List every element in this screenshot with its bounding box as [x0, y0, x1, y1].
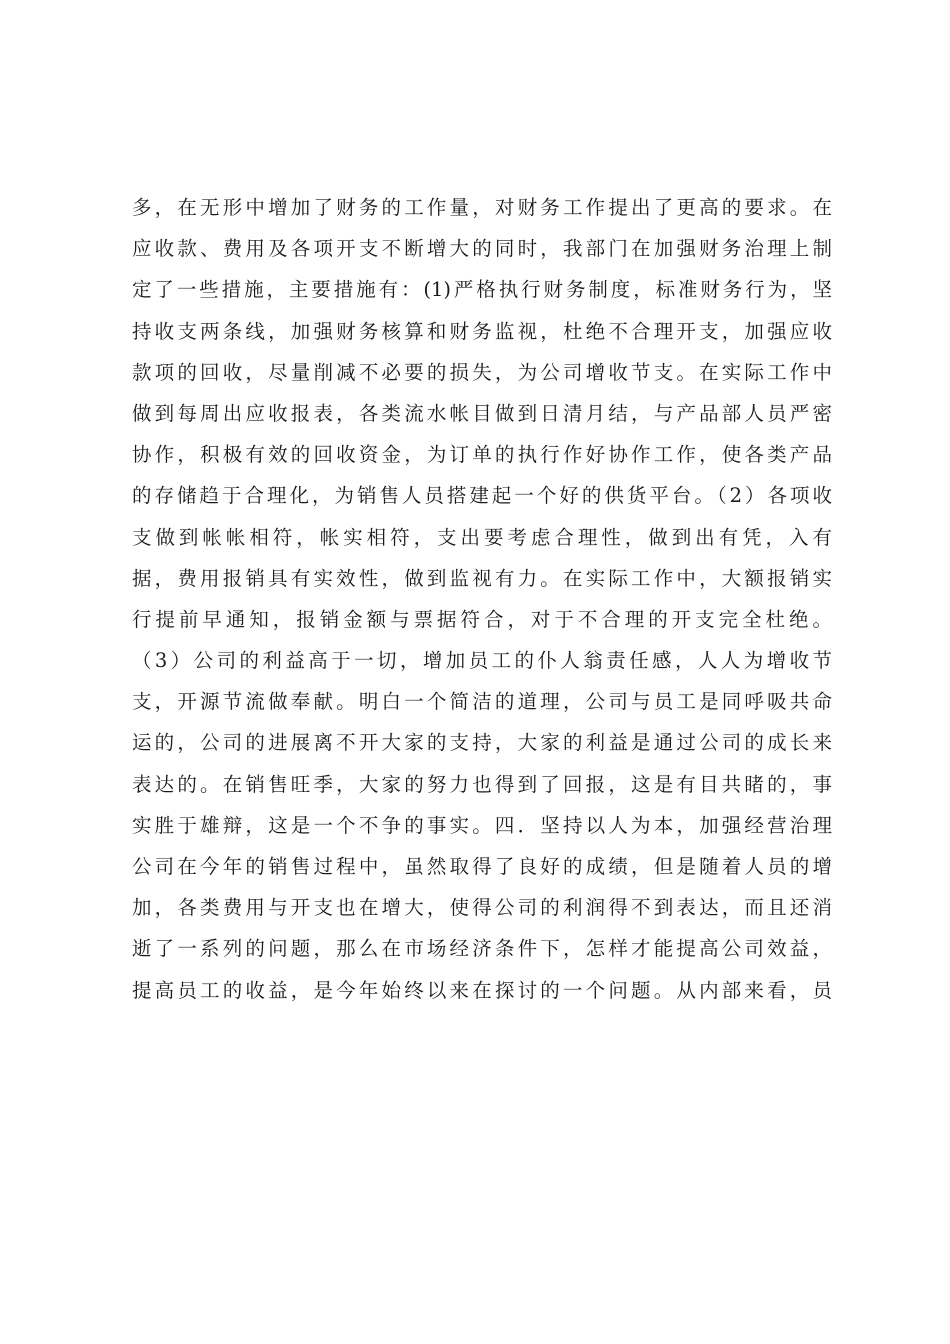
text-line: 提高员工的收益，是今年始终以来在探讨的一个问题。从内部来看，员: [132, 978, 832, 1002]
text-line: 运的，公司的进展离不开大家的支持，大家的利益是通过公司的成长来: [132, 731, 832, 755]
body-text: [132, 187, 832, 1011]
text-line: 实胜于雄辩，这是一个不争的事实。四．坚持以人为本，加强经营治理: [132, 813, 832, 837]
text-line: 的存储趋于合理化，为销售人员搭建起一个好的供货平台。（2）各项收: [132, 484, 832, 508]
text-line: 加，各类费用与开支也在增大，使得公司的利润得不到表达，而且还消: [132, 896, 832, 920]
text-line: 逝了一系列的问题，那么在市场经济条件下，怎样才能提高公司效益，: [132, 937, 832, 961]
text-line: 持收支两条线，加强财务核算和财务监视，杜绝不合理开支，加强应收: [132, 319, 832, 343]
text-line: 行提前早通知，报销金额与票据符合，对于不合理的开支完全杜绝。: [132, 607, 832, 631]
text-line: 定了一些措施，主要措施有：(1)严格执行财务制度，标准财务行为，坚: [132, 278, 832, 302]
text-line: 表达的。在销售旺季，大家的努力也得到了回报，这是有目共睹的，事: [132, 772, 832, 796]
text-line: （3）公司的利益高于一切，增加员工的仆人翁责任感，人人为增收节: [132, 649, 832, 673]
text-line: 款项的回收，尽量削减不必要的损失，为公司增收节支。在实际工作中: [132, 360, 832, 384]
text-line: 公司在今年的销售过程中，虽然取得了良好的成绩，但是随着人员的增: [132, 855, 832, 878]
text-line: 支，开源节流做奉献。明白一个简洁的道理，公司与员工是同呼吸共命: [132, 690, 832, 714]
text-line: 应收款、费用及各项开支不断增大的同时，我部门在加强财务治理上制: [132, 237, 832, 261]
text-line: 多，在无形中增加了财务的工作量，对财务工作提出了更高的要求。在: [132, 196, 832, 219]
text-line: 据，费用报销具有实效性，做到监视有力。在实际工作中，大额报销实: [132, 566, 832, 590]
text-line: 协作，积极有效的回收资金，为订单的执行作好协作工作，使各类产品: [132, 443, 832, 467]
text-line: 支做到帐帐相符，帐实相符，支出要考虑合理性，做到出有凭，入有: [132, 525, 832, 549]
text-line: 做到每周出应收报表，各类流水帐目做到日清月结，与产品部人员严密: [132, 401, 832, 425]
